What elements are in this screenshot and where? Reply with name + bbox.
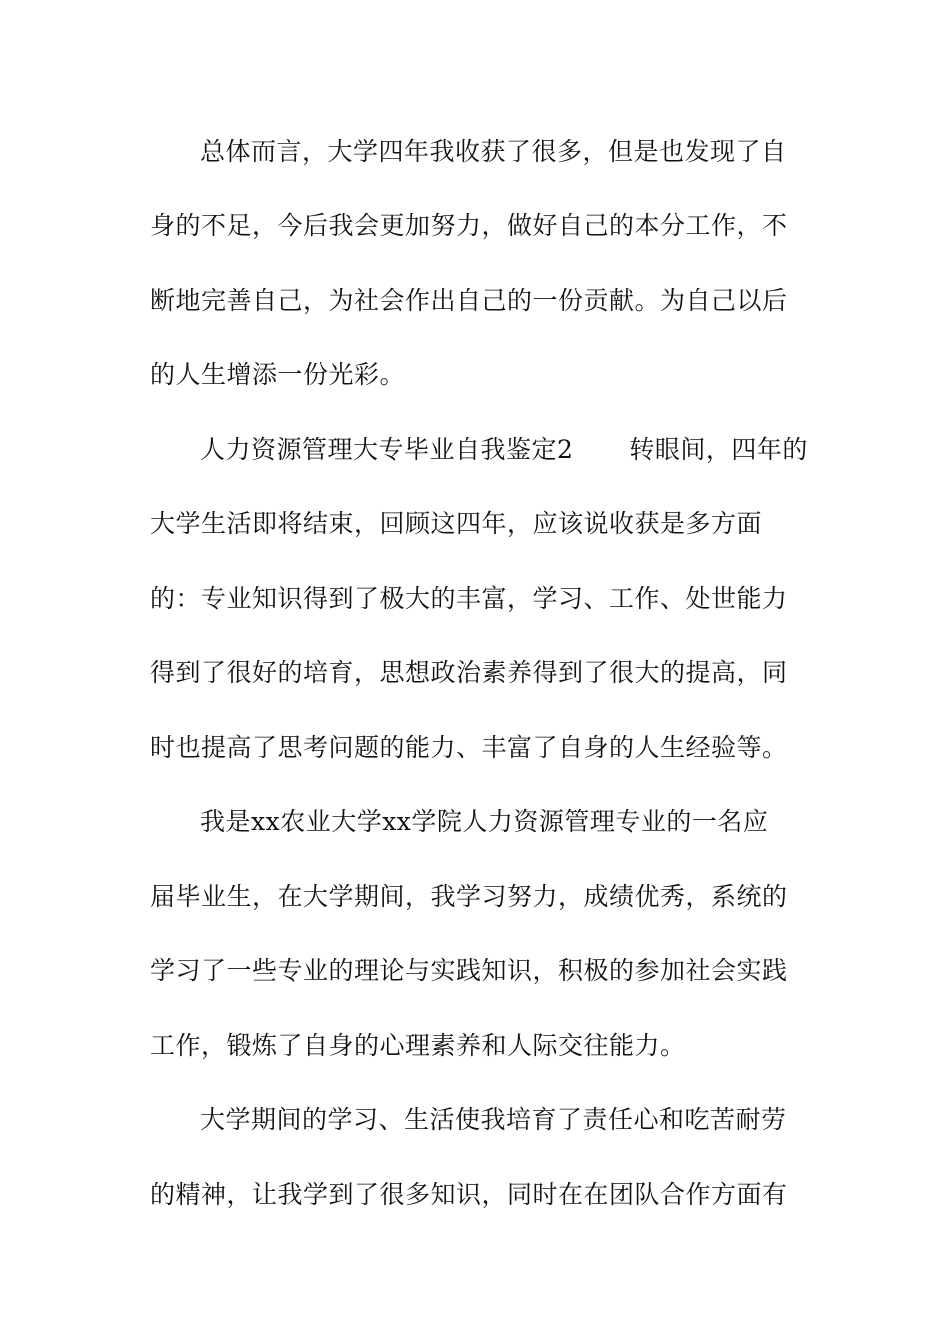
paragraph-1-line-2: 身的不足，今后我会更加努力，做好自己的本分工作，不	[150, 211, 788, 240]
paragraph-3-line-1: 我是xx农业大学xx学院人力资源管理专业的一名应	[200, 807, 769, 836]
paragraph-1-line-1: 总体而言，大学四年我收获了很多，但是也发现了自	[200, 137, 787, 166]
paragraph-1-line-3: 断地完善自己，为社会作出自己的一份贡献。为自己以后	[150, 286, 788, 315]
paragraph-2-heading-line	[200, 434, 880, 466]
paragraph-2-line-1: 大学生活即将结束，回顾这四年，应该说收获是多方面	[150, 509, 763, 538]
paragraph-3-line-4: 工作，锻炼了自身的心理素养和人际交往能力。	[150, 1031, 686, 1060]
heading-tail-text: 转眼间，四年的	[629, 435, 808, 464]
paragraph-3-line-2: 届毕业生，在大学期间，我学习努力，成绩优秀，系统的	[150, 882, 788, 911]
paragraph-3-line-3: 学习了一些专业的理论与实践知识，积极的参加社会实践	[150, 956, 788, 985]
paragraph-4-line-1: 大学期间的学习、生活使我培育了责任心和吃苦耐劳	[200, 1105, 787, 1134]
paragraph-4-line-2: 的精神，让我学到了很多知识，同时在在团队合作方面有	[150, 1180, 788, 1209]
paragraph-2-line-3: 得到了很好的培育，思想政治素养得到了很大的提高，同	[150, 658, 788, 687]
paragraph-1-line-4: 的人生增添一份光彩。	[150, 360, 406, 389]
section-heading: 人力资源管理大专毕业自我鉴定2	[200, 435, 574, 464]
paragraph-2-line-4: 时也提高了思考问题的能力、丰富了自身的人生经验等。	[150, 733, 788, 762]
paragraph-2-line-2: 的：专业知识得到了极大的丰富，学习、工作、处世能力	[150, 584, 788, 613]
